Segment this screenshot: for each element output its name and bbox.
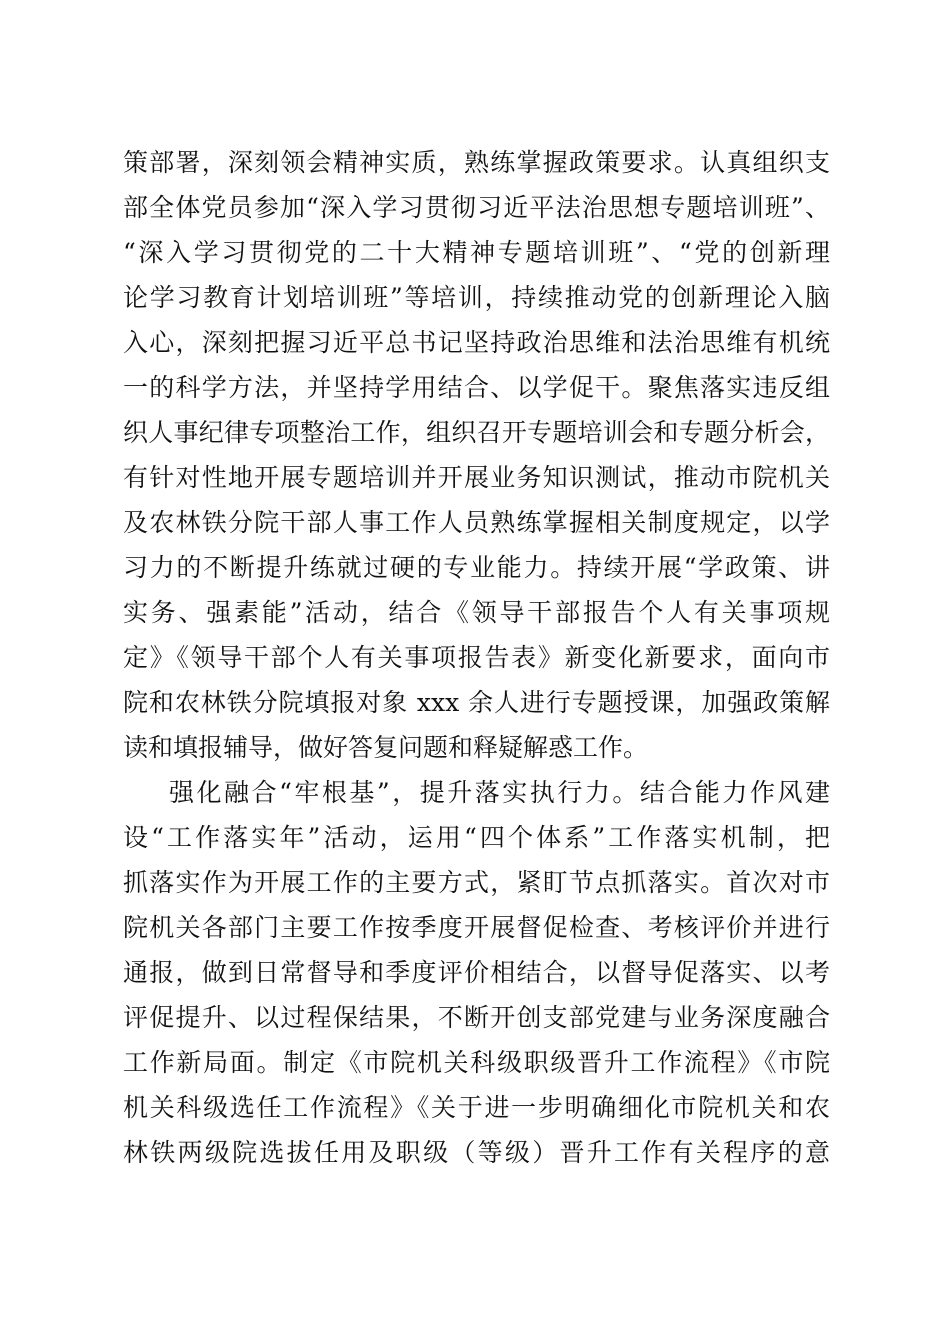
- text-line: 强化融合“牢根基”，提升落实执行力。结合能力作风建: [169, 778, 830, 807]
- text-line: 院和农林铁分院填报对象 xxx 余人进行专题授课，加强政策解: [123, 688, 830, 717]
- text-line: 习力的不断提升练就过硬的专业能力。持续开展“学政策、讲: [123, 553, 830, 582]
- text-line: 定》《领导干部个人有关事项报告表》新变化新要求，面向市: [123, 643, 830, 672]
- text-line: 入心，深刻把握习近平总书记坚持政治思维和法治思维有机统: [123, 328, 830, 357]
- text-line: 抓落实作为开展工作的主要方式，紧盯节点抓落实。首次对市: [123, 868, 830, 897]
- text-line: 论学习教育计划培训班”等培训，持续推动党的创新理论入脑: [123, 283, 830, 312]
- text-line: 机关科级选任工作流程》《关于进一步明确细化市院机关和农: [123, 1093, 830, 1122]
- text-line: 林铁两级院选拔任用及职级（等级）晋升工作有关程序的意: [123, 1138, 830, 1167]
- text-line: 一的科学方法，并坚持学用结合、以学促干。聚焦落实违反组: [123, 373, 830, 402]
- text-line: 实务、强素能”活动，结合《领导干部报告个人有关事项规: [123, 598, 830, 627]
- text-line: 设“工作落实年”活动，运用“四个体系”工作落实机制，把: [123, 823, 830, 852]
- text-line: 工作新局面。制定《市院机关科级职级晋升工作流程》《市院: [123, 1048, 830, 1077]
- paragraph-1: [123, 140, 830, 770]
- text-line: 策部署，深刻领会精神实质，熟练掌握政策要求。认真组织支: [123, 148, 830, 177]
- text-line: “深入学习贯彻党的二十大精神专题培训班”、“党的创新理: [123, 238, 830, 267]
- text-line: 有针对性地开展专题培训并开展业务知识测试，推动市院机关: [123, 463, 830, 492]
- text-line: 评促提升、以过程保结果，不断开创支部党建与业务深度融合: [123, 1003, 830, 1032]
- text-line: 院机关各部门主要工作按季度开展督促检查、考核评价并进行: [123, 913, 830, 942]
- paragraph-2: [123, 770, 830, 1175]
- document-body: [123, 140, 830, 1175]
- text-line: 通报，做到日常督导和季度评价相结合，以督导促落实、以考: [123, 958, 830, 987]
- text-line: 及农林铁分院干部人事工作人员熟练掌握相关制度规定，以学: [123, 508, 830, 537]
- text-line: 读和填报辅导，做好答复问题和释疑解惑工作。: [123, 733, 649, 762]
- text-line: 织人事纪律专项整治工作，组织召开专题培训会和专题分析会，: [123, 418, 830, 447]
- text-line: 部全体党员参加“深入学习贯彻习近平法治思想专题培训班”、: [123, 193, 830, 222]
